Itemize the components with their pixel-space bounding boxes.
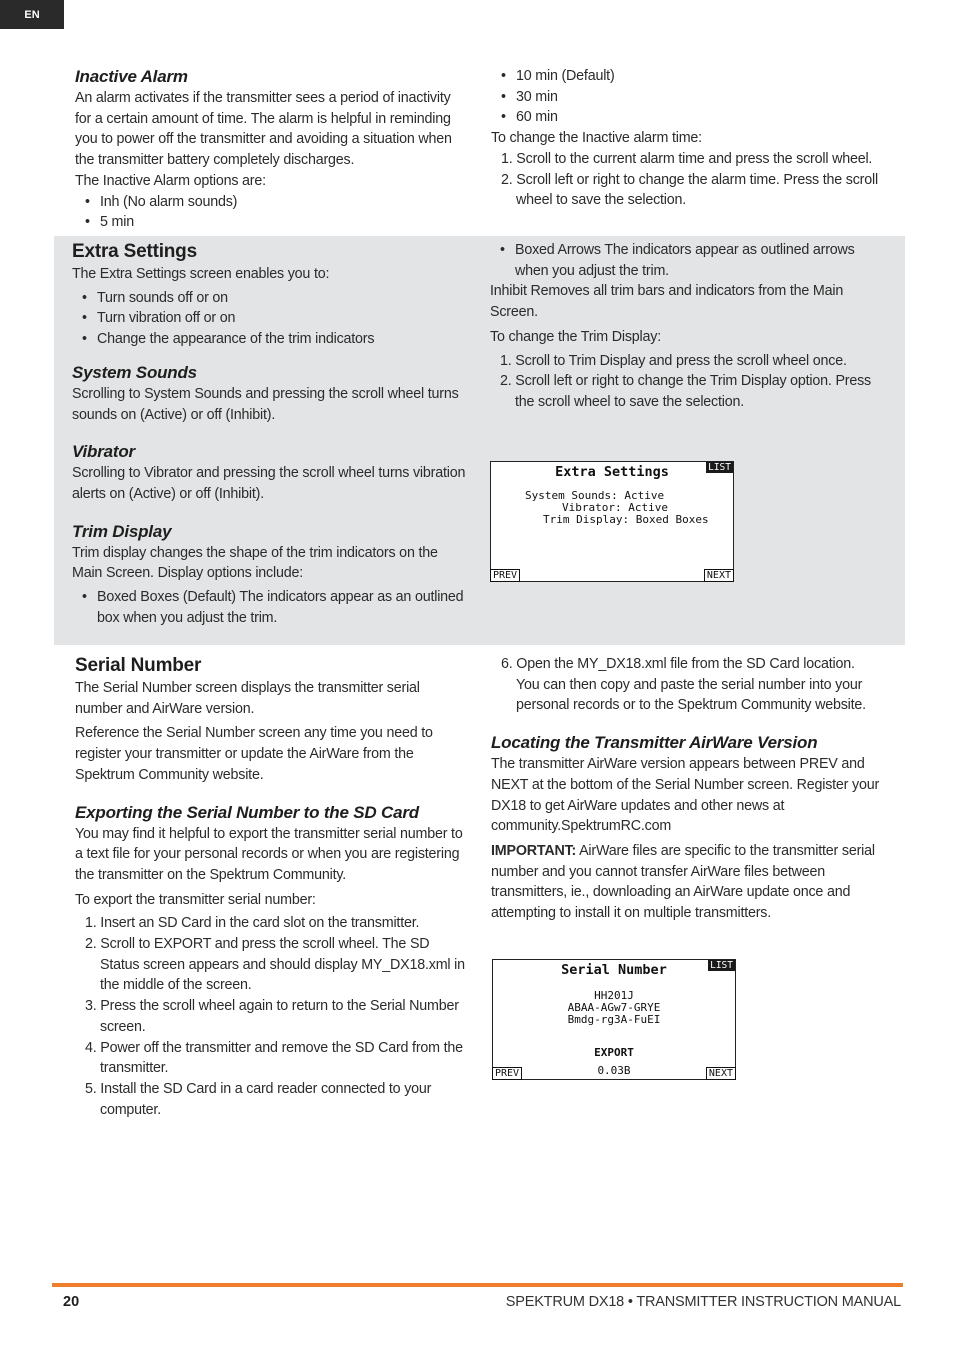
inactive-alarm-options-list-cont	[491, 66, 886, 128]
serial-number-right	[491, 654, 881, 924]
inactive-alarm-options-intro: The Inactive Alarm options are:	[75, 172, 266, 189]
list-item: • Change the appearance of the trim indicators	[72, 329, 467, 350]
serial-number-left	[75, 654, 470, 1120]
serial-number-heading: Serial Number	[75, 655, 202, 676]
export-body: You may find it helpful to export the transmitter serial number to a text file for your personal records or when you are registering the transmitter on the Spektrum Community.	[75, 825, 463, 883]
list-item: 2. Scroll left or right to change the Trim Display option. Press the scroll wheel to save the selection.	[500, 373, 872, 410]
trim-steps	[490, 351, 885, 413]
list-item: 4. Power off the transmitter and remove the SD Card from the transmitter.	[85, 1039, 463, 1077]
locate-body: The transmitter AirWare version appears between PREV and NEXT at the bottom of the Serial Number screen. Register your DX18 to get AirWare updates and other news at community.SpektrumRC.com	[491, 756, 880, 835]
list-item: 1. Insert an SD Card in the card slot on the transmitter.	[85, 915, 420, 932]
list-item: 5. Install the SD Card in a card reader connected to your computer.	[85, 1080, 432, 1118]
trim-display-heading: Trim Display	[72, 521, 172, 541]
inhibit-text: Inhibit Removes all trim bars and indicators from the Main Screen.	[490, 283, 844, 321]
list-item: 3. Press the scroll wheel again to return to the Serial Number screen.	[85, 998, 459, 1035]
vibrator-heading: Vibrator	[72, 442, 135, 462]
list-item: • Turn sounds off or on	[72, 288, 467, 309]
screen-line: HH201J	[594, 989, 634, 1002]
inactive-alarm-body: An alarm activates if the transmitter sees a period of inactivity for a certain amount of time. The alarm is helpful in reminding you to power off the transmitter and avoiding a situation when the transmitter battery completely discharges.	[75, 90, 452, 169]
footer-title: SPEKTRUM DX18 • TRANSMITTER INSTRUCTION MANUAL	[505, 1294, 901, 1310]
important-body: AirWare files are specific to the transmitter serial number and you cannot transfer AirWare files between transmitters, ie., downloading an AirWare update once and attempting to install it on multiple transmitters.	[491, 842, 875, 922]
list-item: 6. Open the MY_DX18.xml file from the SD Card location. You can then copy and paste the serial number into your personal records or to the Spektrum Community website.	[501, 656, 866, 714]
serial-number-p2: Reference the Serial Number screen any time you need to register your transmitter or update the AirWare from the Spektrum Community website.	[75, 725, 433, 783]
inactive-alarm-heading: Inactive Alarm	[75, 67, 188, 86]
list-tag: LIST	[708, 462, 731, 473]
list-item: • Boxed Arrows The indicators appear as outlined arrows when you adjust the trim.	[490, 240, 885, 281]
next-button: NEXT	[706, 1067, 736, 1080]
important-label: IMPORTANT:	[491, 842, 577, 859]
export-intro: To export the transmitter serial number:	[75, 891, 316, 908]
prev-button: PREV	[490, 569, 520, 582]
inactive-alarm-change-intro: To change the Inactive alarm time:	[491, 130, 702, 147]
extra-settings-screen	[490, 461, 734, 582]
list-item: • 30 min	[491, 87, 886, 108]
inactive-alarm-steps	[491, 149, 886, 211]
list-item: • Turn vibration off or on	[72, 308, 467, 329]
screen-line: Bmdg-rg3A-FuEI	[567, 1013, 661, 1026]
inactive-alarm-options-list	[75, 192, 460, 233]
version-label: 0.03B	[597, 1064, 631, 1077]
list-item: 1. Scroll to Trim Display and press the scroll wheel once.	[500, 352, 847, 369]
footer-rule	[52, 1283, 903, 1287]
list-item: • Boxed Boxes (Default) The indicators appear as an outlined box when you adjust the trim.	[72, 587, 467, 628]
extra-settings-right	[490, 240, 885, 413]
trim-options-list-cont	[490, 240, 885, 281]
serial-number-screen	[492, 959, 736, 1080]
vibrator-body: Scrolling to Vibrator and pressing the scroll wheel turns vibration alerts on (Active) or off (Inhibit).	[72, 465, 466, 502]
list-tag: LIST	[710, 960, 733, 971]
list-item: • Inh (No alarm sounds)	[75, 192, 460, 213]
language-tab: EN	[0, 0, 64, 29]
important-note	[491, 841, 881, 924]
list-item: • 10 min (Default)	[491, 66, 886, 87]
list-item: • 5 min	[75, 212, 460, 233]
export-steps-cont	[491, 654, 881, 716]
inactive-alarm-left	[75, 66, 460, 233]
next-button: NEXT	[704, 569, 734, 582]
list-item: • 60 min	[491, 107, 886, 128]
page-number: 20	[63, 1294, 80, 1310]
export-label: EXPORT	[594, 1046, 634, 1059]
inactive-alarm-right	[491, 66, 886, 211]
locate-heading: Locating the Transmitter AirWare Version	[491, 733, 818, 753]
system-sounds-heading: System Sounds	[72, 362, 197, 382]
prev-button: PREV	[492, 1067, 522, 1080]
trim-change-intro: To change the Trim Display:	[490, 328, 662, 345]
extra-settings-heading: Extra Settings	[72, 241, 197, 262]
serial-number-p1: The Serial Number screen displays the transmitter serial number and AirWare version.	[75, 680, 420, 717]
screen-line: ABAA-AGw7-GRYE	[567, 1001, 661, 1014]
list-item: 1. Scroll to the current alarm time and press the scroll wheel.	[501, 150, 873, 167]
list-item: 2. Scroll to EXPORT and press the scroll wheel. The SD Status screen appears and should display MY_DX18.xml in the middle of the screen.	[85, 936, 465, 994]
trim-display-body: Trim display changes the shape of the trim indicators on the Main Screen. Display options include:	[72, 544, 438, 582]
extra-settings-left	[72, 240, 467, 628]
extra-settings-bullets	[72, 288, 467, 350]
list-item: 2. Scroll left or right to change the alarm time. Press the scroll wheel to save the selection.	[501, 171, 878, 209]
screen-line: Vibrator: Active	[562, 501, 668, 514]
trim-options-list	[72, 587, 467, 628]
system-sounds-body: Scrolling to System Sounds and pressing the scroll wheel turns sounds on (Active) or off (Inhibit).	[72, 385, 459, 423]
extra-settings-intro: The Extra Settings screen enables you to:	[72, 266, 330, 282]
export-steps	[75, 913, 470, 1120]
screen-line: Trim Display: Boxed Boxes	[543, 513, 709, 526]
export-heading: Exporting the Serial Number to the SD Card	[75, 802, 419, 822]
screen-title: Serial Number	[561, 962, 667, 978]
screen-title: Extra Settings	[555, 464, 669, 480]
screen-line: System Sounds: Active	[525, 489, 665, 502]
